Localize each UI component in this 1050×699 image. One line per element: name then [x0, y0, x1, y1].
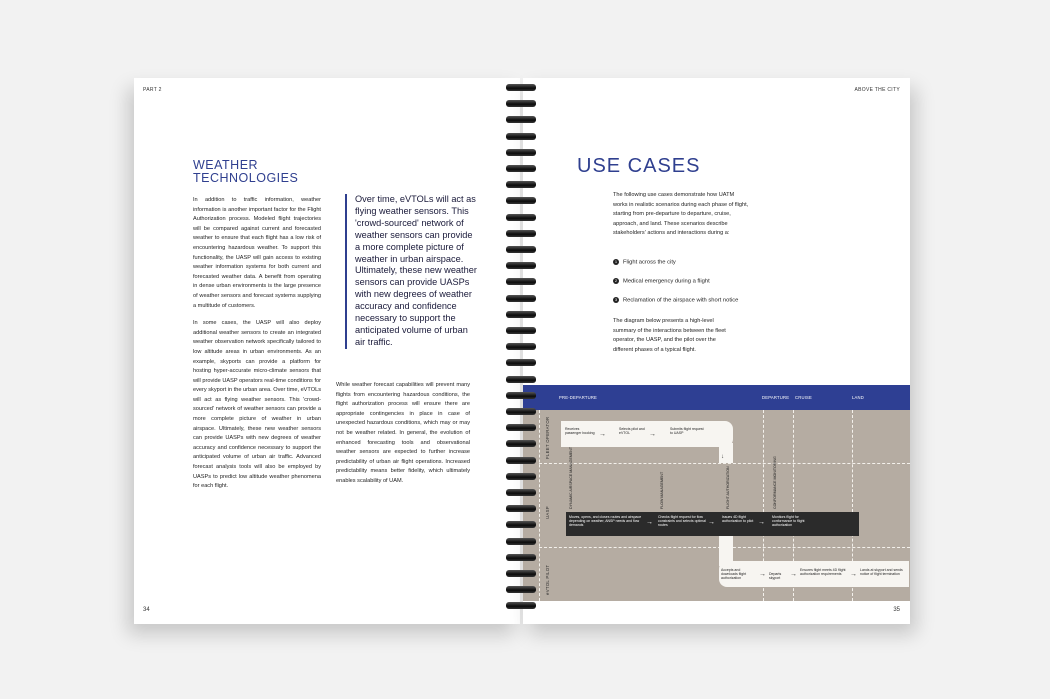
binding-coil [506, 116, 536, 123]
label-flow-management: FLOW MANAGEMENT [660, 471, 664, 509]
binding-coil [506, 408, 536, 415]
binding-coil [506, 100, 536, 107]
label-flight-authorization: FLIGHT AUTHORIZATION [726, 466, 730, 509]
lane-fleet-operator: FLEET OPERATOR [545, 416, 550, 459]
act-checks-request: Checks flight request for flow constraints and selects optimal routes [658, 515, 706, 528]
binding-coil [506, 133, 536, 140]
use-case-2 [613, 278, 710, 285]
section-title-line2: TECHNOLOGIES [193, 171, 299, 186]
binding-coil [506, 505, 536, 512]
running-head-right: ABOVE THE CITY [854, 87, 900, 93]
binding-coil [506, 165, 536, 172]
section-title-line1: WEATHER [193, 158, 259, 172]
arrow-down-icon: ↓ [721, 454, 724, 460]
arrow-right-icon: → [850, 571, 857, 578]
paragraph: In some cases, the UASP will also deploy additional weather sensors to create an integrated weather observation network specifically tailored to low altitude areas in urban environments. As an example, skyports can provide a platform for hosting hyper-accurate micro-climate sensors that will provide UASP operators real-time conditions for every skyport in the urban area. Over time, eVTOLs will act as flying weather sensors. This 'crowd-sourced' network of weather sensors can provide a more complete picture of weather in urban airspace. Ultimately, these new weather sensors can provide UASPs with new degrees of weather accuracy and confidence necessary to support the anticipated volume of urban air traffic. Advanced forecast analysis tools will also be employed by UASPs to predict low altitude weather phenomena for each flight. [193, 320, 321, 490]
phase-pre-departure: PRE-DEPARTURE [559, 395, 598, 400]
label-dynamic-airspace: DYNAMIC AIRSPACE MANAGEMENT [569, 446, 573, 509]
binding-coil [506, 262, 536, 269]
act-ensures-requirements: Ensures flight meets 4D flight authorization requirements [800, 568, 846, 577]
act-issues-authorization: Issues 4D flight authorization to pilot [722, 515, 754, 524]
binding-coil [506, 554, 536, 561]
flight-phase-diagram [523, 385, 910, 601]
use-cases-intro: The following use cases demonstrate how UATM works in realistic scenarios during each phase of flight, starting from pre-departure to departure, cruise, approach, and land. These scenarios describe stakeholders' actions and interactions during a: [613, 192, 749, 237]
arrow-right-icon: → [708, 519, 715, 526]
act-accepts-authorization: Accepts and downloads flight authorization [721, 568, 747, 581]
use-case-3 [613, 297, 738, 304]
paragraph: While weather forecast capabilities will prevent many flights from encountering hazardous conditions, the flight authorization process will ensure there are appropriate contingencies in place in case of unexpected hazardous conditions, which may or may not be weather related. In general, the evolution of enhanced forecasting tools and observational weather sensors are expected to further increase predictability of urban air flight operations. Increased predictability means better fidelity, which ultimately enables scalability of UAM. [336, 382, 470, 484]
binding-coil [506, 149, 536, 156]
right-page [523, 78, 910, 624]
binding-coil [506, 359, 536, 366]
binding-coil [506, 214, 536, 221]
binding-coil [506, 295, 536, 302]
act-monitors-flight: Monitors flight for conformance to flight authorization [772, 515, 805, 528]
use-case-1 [613, 259, 676, 266]
binding-coil [506, 440, 536, 447]
act-submits-request: Submits flight request to UASP [670, 427, 704, 436]
number-badge: 2 [614, 278, 618, 283]
section-title [193, 159, 298, 185]
binding-coil [506, 586, 536, 593]
phase-header [523, 385, 910, 410]
arrow-right-icon: → [759, 571, 766, 578]
binding-coil [506, 538, 536, 545]
binding-coil [506, 570, 536, 577]
phase-cruise: CRUISE [795, 395, 813, 400]
page-number-right: 35 [893, 607, 900, 613]
binding-coil [506, 521, 536, 528]
lane-divider [539, 463, 910, 464]
label-conformance-monitoring: CONFORMANCE MONITORING [773, 456, 777, 509]
act-selects-pilot: Selects pilot and eVTOL [619, 427, 645, 436]
lane-uasp: UASP [545, 506, 550, 519]
binding-coil [506, 457, 536, 464]
arrow-right-icon: → [649, 431, 656, 438]
binding-coil [506, 246, 536, 253]
act-departs-skyport: Departs skyport [769, 572, 782, 581]
binding-coil [506, 311, 536, 318]
act-moves-routes: Moves, opens, and closes routes and airspace depending on weather, ANSP needs and flow demands [569, 515, 642, 528]
binding-coil [506, 197, 536, 204]
left-page [134, 78, 520, 624]
arrow-right-icon: → [758, 519, 765, 526]
binding-coil [506, 424, 536, 431]
number-badge: 1 [614, 259, 618, 264]
binding-coil [506, 343, 536, 350]
binding-coil [506, 376, 536, 383]
phase-departure: DEPARTURE [762, 395, 790, 400]
binding-coil [506, 181, 536, 188]
binding-coil [506, 602, 536, 609]
body-column-2 [336, 381, 470, 495]
act-lands-at-skyport: Lands at skyport and sends notice of flight termination [860, 568, 903, 577]
arrow-right-icon: → [790, 571, 797, 578]
body-column-1 [193, 196, 321, 500]
use-cases-title: USE CASES [577, 155, 701, 177]
phase-land: LAND [852, 395, 864, 400]
spiral-binding [506, 84, 538, 620]
use-case-label: Flight across the city [623, 259, 676, 266]
diagram-summary: The diagram below presents a high-level summary of the interactions between the fleet operator, the UASP, and the pilot over the different phases of a typical flight. [613, 318, 726, 353]
act-receives-booking: Receives passenger booking [565, 427, 595, 436]
arrow-right-icon: → [646, 519, 653, 526]
arrow-right-icon: → [599, 431, 606, 438]
binding-coil [506, 392, 536, 399]
binding-coil [506, 473, 536, 480]
paragraph: In addition to traffic information, weather information is another important factor for the Flight Authorization process. Modeled flight trajectories will be compared against current and forecasted weather to ensure that each flight has a low risk of encountering hazardous weather. To support this functionality, the UASP will gain access to existing weather information systems for both current and forecasted weather data. A benefit from operating in dense urban environments is the large presence of weather sensors and forecast systems supplying a multitude of customers. [193, 197, 321, 309]
number-badge: 3 [614, 297, 618, 302]
binding-coil [506, 278, 536, 285]
binding-coil [506, 84, 536, 91]
binding-coil [506, 327, 536, 334]
use-case-label: Reclamation of the airspace with short notice [623, 297, 739, 304]
flow-path [719, 443, 733, 463]
use-case-label: Medical emergency during a flight [623, 278, 710, 285]
uasp-activity-band [566, 512, 859, 536]
pull-quote: Over time, eVTOLs will act as flying weather sensors. This 'crowd-sourced' network of weather sensors can provide a more complete picture of weather in urban airspace. Ultimately, these new weather sensors can provide UASPs with new degrees of weather accuracy and confidence necessary to support the anticipated volume of urban air traffic. [345, 194, 480, 349]
lane-label-divider [539, 410, 540, 601]
page-number-left: 34 [143, 607, 150, 613]
binding-coil [506, 230, 536, 237]
binding-coil [506, 489, 536, 496]
running-head-left: PART 2 [143, 87, 162, 93]
lane-evtol-pilot: eVTOL PILOT [545, 564, 550, 595]
